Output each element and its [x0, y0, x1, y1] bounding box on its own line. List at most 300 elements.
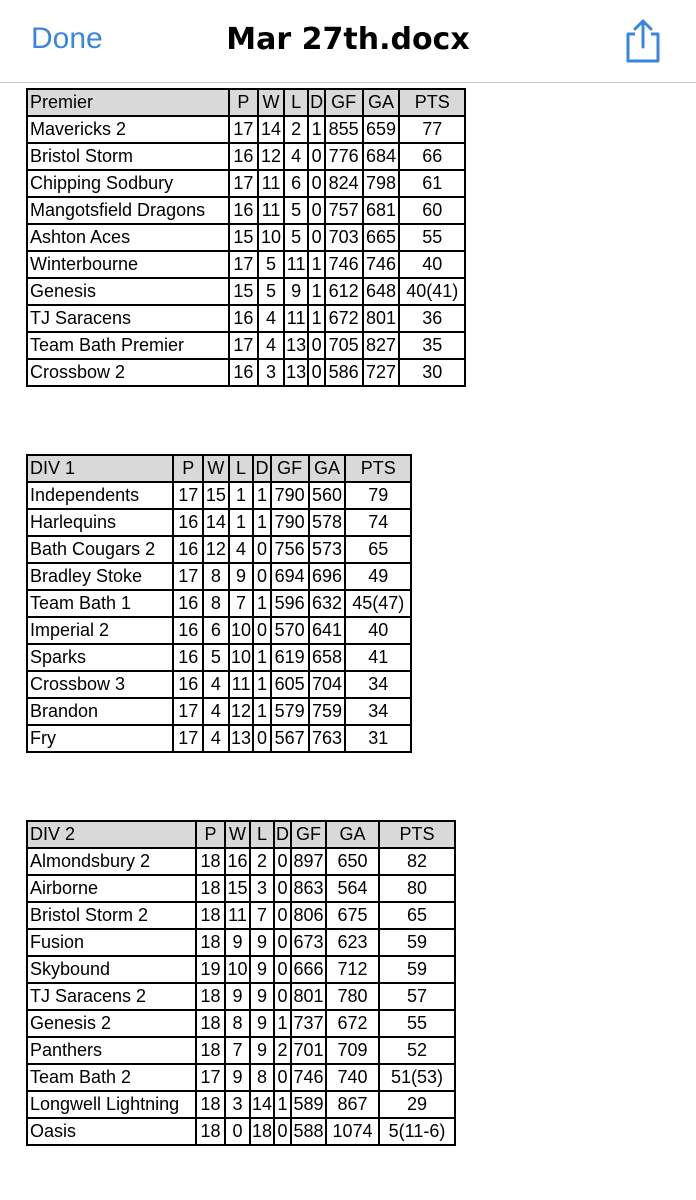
table-row — [27, 197, 465, 224]
stat-cell: 18 — [196, 1037, 225, 1064]
stat-cell: 10 — [229, 644, 254, 671]
stat-cell: 18 — [196, 848, 225, 875]
column-header: P — [196, 821, 225, 848]
share-button[interactable] — [622, 17, 664, 65]
table-row — [27, 305, 465, 332]
column-header: PTS — [399, 89, 465, 116]
stat-cell: 650 — [326, 848, 379, 875]
stat-cell: 57 — [379, 983, 455, 1010]
stat-cell: 51(53) — [379, 1064, 455, 1091]
team-name-cell: Mangotsfield Dragons — [27, 197, 229, 224]
stat-cell: 17 — [196, 1064, 225, 1091]
stat-cell: 60 — [399, 197, 465, 224]
stat-cell: 0 — [274, 1064, 291, 1091]
stat-cell: 863 — [291, 875, 326, 902]
stat-cell: 15 — [203, 482, 229, 509]
column-header: PTS — [345, 455, 411, 482]
stat-cell: 605 — [271, 671, 309, 698]
team-name-cell: Team Bath 2 — [27, 1064, 196, 1091]
table-row — [27, 278, 465, 305]
team-name-cell: Airborne — [27, 875, 196, 902]
column-header: L — [229, 455, 254, 482]
stat-cell: 17 — [173, 482, 203, 509]
stat-cell: 0 — [308, 170, 324, 197]
column-header: L — [250, 821, 274, 848]
stat-cell: 9 — [250, 983, 274, 1010]
stat-cell: 9 — [250, 929, 274, 956]
stat-cell: 13 — [284, 332, 309, 359]
stat-cell: 705 — [325, 332, 363, 359]
stat-cell: 8 — [250, 1064, 274, 1091]
stat-cell: 659 — [363, 116, 400, 143]
stat-cell: 588 — [291, 1118, 326, 1145]
stat-cell: 13 — [284, 359, 309, 386]
bottom-edge — [0, 1192, 696, 1200]
stat-cell: 790 — [271, 509, 309, 536]
stat-cell: 589 — [291, 1091, 326, 1118]
stat-cell: 17 — [229, 332, 259, 359]
stat-cell: 684 — [363, 143, 400, 170]
team-name-cell: Almondsbury 2 — [27, 848, 196, 875]
stat-cell: 759 — [309, 698, 346, 725]
stat-cell: 59 — [379, 929, 455, 956]
stat-cell: 641 — [309, 617, 346, 644]
stat-cell: 806 — [291, 902, 326, 929]
stat-cell: 897 — [291, 848, 326, 875]
team-name-cell: TJ Saracens 2 — [27, 983, 196, 1010]
stat-cell: 11 — [284, 305, 309, 332]
column-header: W — [203, 455, 229, 482]
stat-cell: 65 — [379, 902, 455, 929]
column-header: GF — [271, 455, 309, 482]
stat-cell: 12 — [229, 698, 254, 725]
stat-cell: 16 — [173, 536, 203, 563]
stat-cell: 1 — [308, 278, 324, 305]
stat-cell: 52 — [379, 1037, 455, 1064]
stat-cell: 712 — [326, 956, 379, 983]
table-row — [27, 143, 465, 170]
stat-cell: 1 — [253, 509, 270, 536]
stat-cell: 9 — [250, 1010, 274, 1037]
stat-cell: 694 — [271, 563, 309, 590]
table-row — [27, 536, 411, 563]
stat-cell: 4 — [203, 671, 229, 698]
stat-cell: 16 — [229, 143, 259, 170]
division-name-header: DIV 2 — [27, 821, 196, 848]
stat-cell: 16 — [229, 197, 259, 224]
stat-cell: 15 — [229, 224, 259, 251]
stat-cell: 560 — [309, 482, 346, 509]
stat-cell: 658 — [309, 644, 346, 671]
stat-cell: 623 — [326, 929, 379, 956]
table-header-row — [27, 821, 455, 848]
stat-cell: 703 — [325, 224, 363, 251]
stat-cell: 801 — [291, 983, 326, 1010]
stat-cell: 18 — [196, 1010, 225, 1037]
stat-cell: 9 — [284, 278, 309, 305]
table-row — [27, 725, 411, 752]
stat-cell: 1 — [308, 116, 324, 143]
team-name-cell: Longwell Lightning — [27, 1091, 196, 1118]
stat-cell: 673 — [291, 929, 326, 956]
table-row — [27, 251, 465, 278]
stat-cell: 586 — [325, 359, 363, 386]
column-header: GA — [326, 821, 379, 848]
stat-cell: 0 — [274, 875, 291, 902]
stat-cell: 0 — [274, 983, 291, 1010]
stat-cell: 18 — [250, 1118, 274, 1145]
stat-cell: 5 — [284, 224, 309, 251]
stat-cell: 18 — [196, 1091, 225, 1118]
stat-cell: 18 — [196, 983, 225, 1010]
table-row — [27, 563, 411, 590]
stat-cell: 737 — [291, 1010, 326, 1037]
team-name-cell: Bath Cougars 2 — [27, 536, 173, 563]
stat-cell: 780 — [326, 983, 379, 1010]
navigation-bar — [0, 0, 696, 83]
table-row — [27, 1010, 455, 1037]
division-name-header: Premier — [27, 89, 229, 116]
stat-cell: 10 — [258, 224, 284, 251]
stat-cell: 612 — [325, 278, 363, 305]
share-icon — [622, 17, 664, 65]
table-row — [27, 956, 455, 983]
table-row — [27, 902, 455, 929]
table-row — [27, 698, 411, 725]
column-header: PTS — [379, 821, 455, 848]
document-title: Mar 27th.docx — [226, 22, 470, 57]
table-row — [27, 482, 411, 509]
stat-cell: 6 — [203, 617, 229, 644]
team-name-cell: Team Bath 1 — [27, 590, 173, 617]
stat-cell: 45(47) — [345, 590, 411, 617]
stat-cell: 675 — [326, 902, 379, 929]
team-name-cell: Team Bath Premier — [27, 332, 229, 359]
table-header-row — [27, 89, 465, 116]
stat-cell: 619 — [271, 644, 309, 671]
stat-cell: 49 — [345, 563, 411, 590]
stat-cell: 1 — [229, 509, 254, 536]
document-viewer[interactable] — [0, 82, 696, 1192]
team-name-cell: Panthers — [27, 1037, 196, 1064]
stat-cell: 41 — [345, 644, 411, 671]
stat-cell: 9 — [250, 1037, 274, 1064]
stat-cell: 14 — [203, 509, 229, 536]
stat-cell: 17 — [229, 170, 259, 197]
stat-cell: 11 — [258, 197, 284, 224]
stat-cell: 681 — [363, 197, 400, 224]
stat-cell: 55 — [379, 1010, 455, 1037]
team-name-cell: Ashton Aces — [27, 224, 229, 251]
table-header-row — [27, 455, 411, 482]
stat-cell: 1 — [253, 590, 270, 617]
stat-cell: 757 — [325, 197, 363, 224]
stat-cell: 567 — [271, 725, 309, 752]
stat-cell: 756 — [271, 536, 309, 563]
table-row — [27, 1064, 455, 1091]
stat-cell: 5 — [284, 197, 309, 224]
table-row — [27, 224, 465, 251]
stat-cell: 746 — [291, 1064, 326, 1091]
column-header: GA — [363, 89, 400, 116]
stat-cell: 0 — [274, 956, 291, 983]
stat-cell: 648 — [363, 278, 400, 305]
stat-cell: 2 — [284, 116, 309, 143]
stat-cell: 4 — [284, 143, 309, 170]
column-header: GF — [325, 89, 363, 116]
stat-cell: 596 — [271, 590, 309, 617]
stat-cell: 10 — [229, 617, 254, 644]
stat-cell: 0 — [253, 536, 270, 563]
stat-cell: 40 — [399, 251, 465, 278]
team-name-cell: Independents — [27, 482, 173, 509]
stat-cell: 824 — [325, 170, 363, 197]
column-header: L — [284, 89, 309, 116]
team-name-cell: Mavericks 2 — [27, 116, 229, 143]
stat-cell: 14 — [250, 1091, 274, 1118]
stat-cell: 15 — [225, 875, 250, 902]
stat-cell: 59 — [379, 956, 455, 983]
stat-cell: 3 — [258, 359, 284, 386]
stat-cell: 5 — [258, 251, 284, 278]
stat-cell: 14 — [258, 116, 284, 143]
div2-table — [26, 820, 456, 1146]
team-name-cell: Bristol Storm 2 — [27, 902, 196, 929]
stat-cell: 31 — [345, 725, 411, 752]
team-name-cell: Fusion — [27, 929, 196, 956]
stat-cell: 570 — [271, 617, 309, 644]
stat-cell: 0 — [225, 1118, 250, 1145]
stat-cell: 40 — [345, 617, 411, 644]
stat-cell: 12 — [258, 143, 284, 170]
stat-cell: 665 — [363, 224, 400, 251]
division-name-header: DIV 1 — [27, 455, 173, 482]
stat-cell: 9 — [225, 929, 250, 956]
stat-cell: 746 — [325, 251, 363, 278]
stat-cell: 17 — [229, 116, 259, 143]
stat-cell: 5 — [203, 644, 229, 671]
stat-cell: 0 — [253, 617, 270, 644]
stat-cell: 65 — [345, 536, 411, 563]
column-header: D — [274, 821, 291, 848]
team-name-cell: Bristol Storm — [27, 143, 229, 170]
stat-cell: 0 — [308, 143, 324, 170]
stat-cell: 34 — [345, 671, 411, 698]
column-header: P — [229, 89, 259, 116]
stat-cell: 1074 — [326, 1118, 379, 1145]
stat-cell: 7 — [225, 1037, 250, 1064]
stat-cell: 6 — [284, 170, 309, 197]
stat-cell: 1 — [253, 482, 270, 509]
stat-cell: 13 — [229, 725, 254, 752]
table-row — [27, 590, 411, 617]
stat-cell: 632 — [309, 590, 346, 617]
team-name-cell: Sparks — [27, 644, 173, 671]
stat-cell: 3 — [250, 875, 274, 902]
stat-cell: 672 — [325, 305, 363, 332]
table-row — [27, 671, 411, 698]
stat-cell: 29 — [379, 1091, 455, 1118]
stat-cell: 7 — [250, 902, 274, 929]
stat-cell: 30 — [399, 359, 465, 386]
stat-cell: 11 — [258, 170, 284, 197]
stat-cell: 9 — [250, 956, 274, 983]
stat-cell: 672 — [326, 1010, 379, 1037]
stat-cell: 727 — [363, 359, 400, 386]
stat-cell: 4 — [258, 332, 284, 359]
stat-cell: 0 — [308, 359, 324, 386]
stat-cell: 0 — [274, 902, 291, 929]
team-name-cell: Harlequins — [27, 509, 173, 536]
stat-cell: 709 — [326, 1037, 379, 1064]
team-name-cell: Chipping Sodbury — [27, 170, 229, 197]
table-row — [27, 170, 465, 197]
table-row — [27, 644, 411, 671]
stat-cell: 80 — [379, 875, 455, 902]
stat-cell: 18 — [196, 902, 225, 929]
stat-cell: 1 — [274, 1010, 291, 1037]
stat-cell: 1 — [308, 305, 324, 332]
stat-cell: 0 — [274, 848, 291, 875]
column-header: D — [253, 455, 270, 482]
stat-cell: 16 — [173, 590, 203, 617]
stat-cell: 746 — [363, 251, 400, 278]
stat-cell: 16 — [173, 671, 203, 698]
column-header: GF — [291, 821, 326, 848]
stat-cell: 827 — [363, 332, 400, 359]
stat-cell: 1 — [253, 698, 270, 725]
stat-cell: 61 — [399, 170, 465, 197]
stat-cell: 11 — [284, 251, 309, 278]
stat-cell: 82 — [379, 848, 455, 875]
stat-cell: 867 — [326, 1091, 379, 1118]
stat-cell: 36 — [399, 305, 465, 332]
stat-cell: 10 — [225, 956, 250, 983]
stat-cell: 55 — [399, 224, 465, 251]
column-header: GA — [309, 455, 346, 482]
stat-cell: 1 — [308, 251, 324, 278]
stat-cell: 798 — [363, 170, 400, 197]
table-row — [27, 1118, 455, 1145]
stat-cell: 0 — [308, 224, 324, 251]
stat-cell: 19 — [196, 956, 225, 983]
team-name-cell: Genesis 2 — [27, 1010, 196, 1037]
stat-cell: 790 — [271, 482, 309, 509]
stat-cell: 16 — [173, 617, 203, 644]
stat-cell: 12 — [203, 536, 229, 563]
table-row — [27, 617, 411, 644]
stat-cell: 7 — [229, 590, 254, 617]
table-row — [27, 983, 455, 1010]
stat-cell: 1 — [274, 1091, 291, 1118]
stat-cell: 801 — [363, 305, 400, 332]
stat-cell: 66 — [399, 143, 465, 170]
stat-cell: 740 — [326, 1064, 379, 1091]
stat-cell: 11 — [225, 902, 250, 929]
done-button[interactable]: Done — [31, 22, 103, 55]
team-name-cell: Imperial 2 — [27, 617, 173, 644]
stat-cell: 74 — [345, 509, 411, 536]
stat-cell: 696 — [309, 563, 346, 590]
team-name-cell: Fry — [27, 725, 173, 752]
stat-cell: 79 — [345, 482, 411, 509]
stat-cell: 16 — [173, 644, 203, 671]
stat-cell: 16 — [229, 305, 259, 332]
stat-cell: 8 — [203, 590, 229, 617]
stat-cell: 18 — [196, 929, 225, 956]
stat-cell: 1 — [253, 644, 270, 671]
team-name-cell: Crossbow 3 — [27, 671, 173, 698]
table-row — [27, 332, 465, 359]
table-row — [27, 116, 465, 143]
stat-cell: 5 — [258, 278, 284, 305]
column-header: D — [308, 89, 324, 116]
stat-cell: 704 — [309, 671, 346, 698]
stat-cell: 2 — [250, 848, 274, 875]
team-name-cell: Genesis — [27, 278, 229, 305]
stat-cell: 11 — [229, 671, 254, 698]
team-name-cell: Skybound — [27, 956, 196, 983]
stat-cell: 16 — [173, 509, 203, 536]
table-row — [27, 875, 455, 902]
team-name-cell: Brandon — [27, 698, 173, 725]
stat-cell: 4 — [203, 698, 229, 725]
stat-cell: 4 — [229, 536, 254, 563]
stat-cell: 17 — [173, 698, 203, 725]
column-header: W — [258, 89, 284, 116]
stat-cell: 34 — [345, 698, 411, 725]
stat-cell: 4 — [258, 305, 284, 332]
stat-cell: 17 — [229, 251, 259, 278]
stat-cell: 0 — [274, 1118, 291, 1145]
stat-cell: 0 — [308, 197, 324, 224]
stat-cell: 16 — [229, 359, 259, 386]
stat-cell: 578 — [309, 509, 346, 536]
column-header: P — [173, 455, 203, 482]
stat-cell: 9 — [225, 1064, 250, 1091]
stat-cell: 573 — [309, 536, 346, 563]
stat-cell: 8 — [203, 563, 229, 590]
team-name-cell: Oasis — [27, 1118, 196, 1145]
table-row — [27, 1037, 455, 1064]
stat-cell: 17 — [173, 563, 203, 590]
stat-cell: 9 — [229, 563, 254, 590]
table-row — [27, 848, 455, 875]
div1-table — [26, 454, 412, 753]
stat-cell: 18 — [196, 1118, 225, 1145]
stat-cell: 666 — [291, 956, 326, 983]
stat-cell: 0 — [253, 563, 270, 590]
stat-cell: 5(11-6) — [379, 1118, 455, 1145]
stat-cell: 0 — [253, 725, 270, 752]
stat-cell: 18 — [196, 875, 225, 902]
column-header: W — [225, 821, 250, 848]
premier-table — [26, 88, 466, 387]
stat-cell: 16 — [225, 848, 250, 875]
stat-cell: 77 — [399, 116, 465, 143]
stat-cell: 1 — [229, 482, 254, 509]
team-name-cell: TJ Saracens — [27, 305, 229, 332]
stat-cell: 1 — [253, 671, 270, 698]
stat-cell: 0 — [308, 332, 324, 359]
stat-cell: 776 — [325, 143, 363, 170]
stat-cell: 4 — [203, 725, 229, 752]
table-row — [27, 509, 411, 536]
team-name-cell: Winterbourne — [27, 251, 229, 278]
table-row — [27, 929, 455, 956]
stat-cell: 35 — [399, 332, 465, 359]
team-name-cell: Crossbow 2 — [27, 359, 229, 386]
